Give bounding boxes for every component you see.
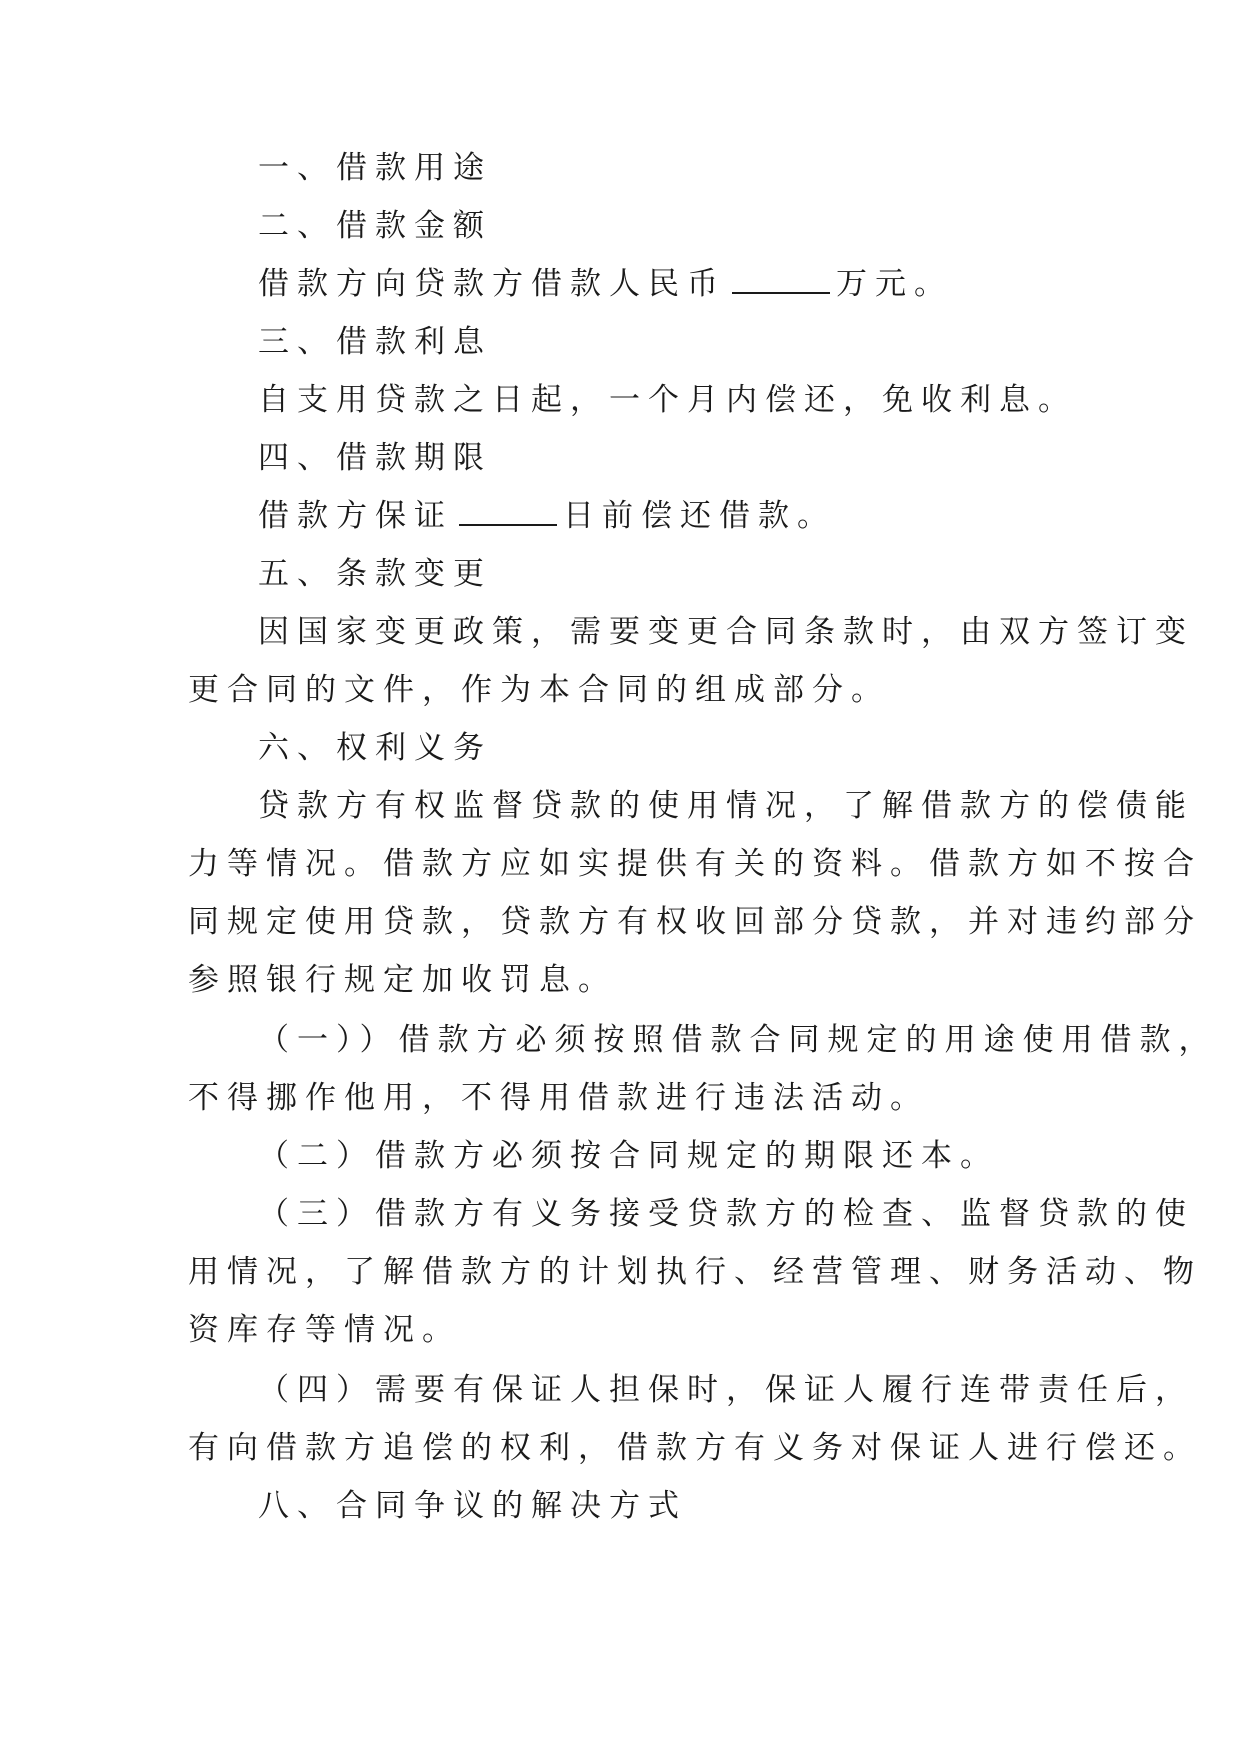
change-line-2: 更合同的文件，作为本合同的组成部分。 — [188, 672, 890, 708]
rights-line-4: 参照银行规定加收罚息。 — [188, 962, 617, 998]
term-date-blank[interactable] — [459, 498, 557, 526]
amount-sentence — [258, 264, 953, 304]
heading-loan-purpose: 一、借款用途 — [258, 150, 492, 186]
interest-paragraph: 自支用贷款之日起，一个月内偿还，免收利息。 — [258, 382, 1077, 418]
rights-line-3: 同规定使用贷款，贷款方有权收回部分贷款，并对违约部分 — [188, 904, 1202, 940]
item-3-line-3: 资库存等情况。 — [188, 1312, 461, 1348]
item-1-line-1: （一））借款方必须按照借款合同规定的用途使用借款， — [258, 1022, 1218, 1058]
heading-rights-obligations: 六、权利义务 — [258, 730, 492, 766]
item-2-line-1: （二）借款方必须按合同规定的期限还本。 — [258, 1138, 999, 1174]
item-4-line-2: 有向借款方追偿的权利，借款方有义务对保证人进行偿还。 — [188, 1430, 1202, 1466]
heading-loan-interest: 三、借款利息 — [258, 324, 492, 360]
item-3-line-1: （三）借款方有义务接受贷款方的检查、监督贷款的使 — [258, 1196, 1194, 1232]
amount-suffix: 万元。 — [836, 266, 953, 302]
term-prefix: 借款方保证 — [258, 498, 453, 534]
term-sentence — [258, 496, 836, 536]
item-3-line-2: 用情况，了解借款方的计划执行、经营管理、财务活动、物 — [188, 1254, 1202, 1290]
item-4-line-1: （四）需要有保证人担保时，保证人履行连带责任后， — [258, 1372, 1194, 1408]
amount-blank[interactable] — [732, 266, 830, 294]
heading-loan-term: 四、借款期限 — [258, 440, 492, 476]
term-suffix: 日前偿还借款。 — [563, 498, 836, 534]
rights-line-1: 贷款方有权监督贷款的使用情况，了解借款方的偿债能 — [258, 788, 1194, 824]
heading-clause-change: 五、条款变更 — [258, 556, 492, 592]
rights-line-2: 力等情况。借款方应如实提供有关的资料。借款方如不按合 — [188, 846, 1202, 882]
change-line-1: 因国家变更政策，需要变更合同条款时，由双方签订变 — [258, 614, 1194, 650]
heading-dispute-resolution: 八、合同争议的解决方式 — [258, 1488, 687, 1524]
heading-loan-amount: 二、借款金额 — [258, 208, 492, 244]
item-1-line-2: 不得挪作他用，不得用借款进行违法活动。 — [188, 1080, 929, 1116]
amount-prefix: 借款方向贷款方借款人民币 — [258, 266, 726, 302]
